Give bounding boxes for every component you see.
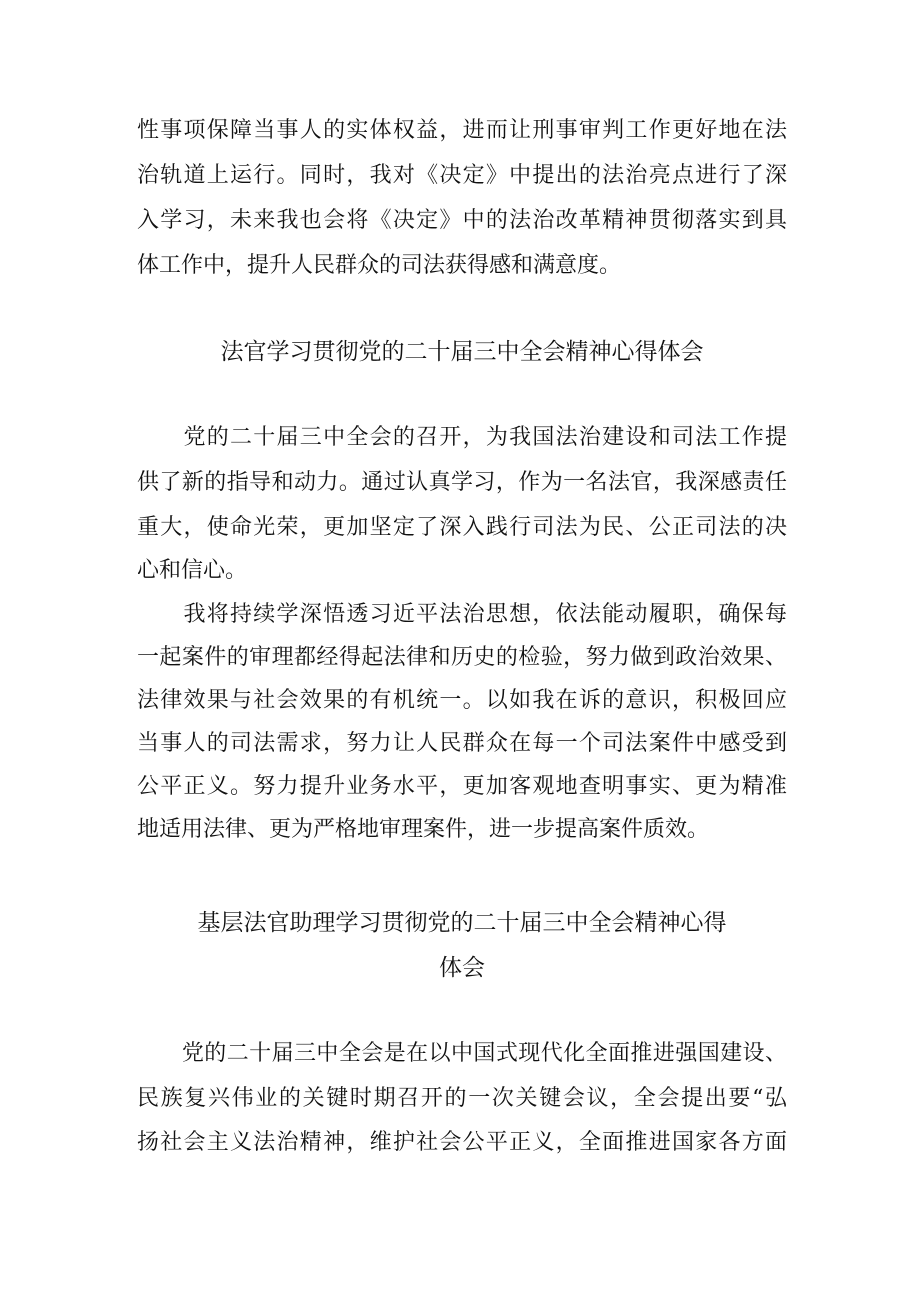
- paragraph-line: 民族复兴伟业的关键时期召开的一次关键会议，全会提出要“弘: [137, 1086, 787, 1111]
- paragraph-line: 性事项保障当事人的实体权益，进而让刑事审判工作更好地在法: [137, 118, 787, 143]
- section-title: 基层法官助理学习贯彻党的二十届三中全会精神心得: [197, 910, 727, 936]
- paragraph-line: 体工作中，提升人民群众的司法获得感和满意度。: [137, 253, 622, 278]
- paragraph-line: 地适用法律、更为严格地审理案件，进一步提高案件质效。: [137, 817, 710, 842]
- paragraph-line: 法律效果与社会效果的有机统一。以如我在诉的意识，积极回应: [137, 688, 787, 713]
- paragraph-line: 扬社会主义法治精神，维护社会公平正义，全面推进国家各方面: [137, 1130, 787, 1155]
- paragraph-line: 供了新的指导和动力。通过认真学习，作为一名法官，我深感责任: [137, 470, 787, 495]
- paragraph-line: 党的二十届三中全会的召开，为我国法治建设和司法工作提: [137, 425, 787, 450]
- paragraph-line: 党的二十届三中全会是在以中国式现代化全面推进强国建设、: [137, 1041, 787, 1066]
- paragraph-line: 公平正义。努力提升业务水平，更加客观地查明事实、更为精准: [137, 774, 787, 799]
- paragraph-line: 重大，使命光荣，更加坚定了深入践行司法为民、公正司法的决: [137, 515, 787, 540]
- paragraph-line: 我将持续学深悟透习近平法治思想，依法能动履职，确保每: [137, 602, 787, 627]
- paragraph-line: 当事人的司法需求，努力让人民群众在每一个司法案件中感受到: [137, 731, 787, 756]
- section-title: 法官学习贯彻党的二十届三中全会精神心得体会: [220, 339, 704, 365]
- paragraph-line: 治轨道上运行。同时，我对《决定》中提出的法治亮点进行了深: [137, 163, 787, 188]
- paragraph-line: 入学习，未来我也会将《决定》中的法治改革精神贯彻落实到具: [137, 208, 787, 233]
- paragraph-line: 一起案件的审理都经得起法律和历史的检验，努力做到政治效果、: [137, 645, 787, 670]
- paragraph-line: 心和信心。: [137, 558, 248, 583]
- section-title-continuation: 体会: [439, 955, 485, 981]
